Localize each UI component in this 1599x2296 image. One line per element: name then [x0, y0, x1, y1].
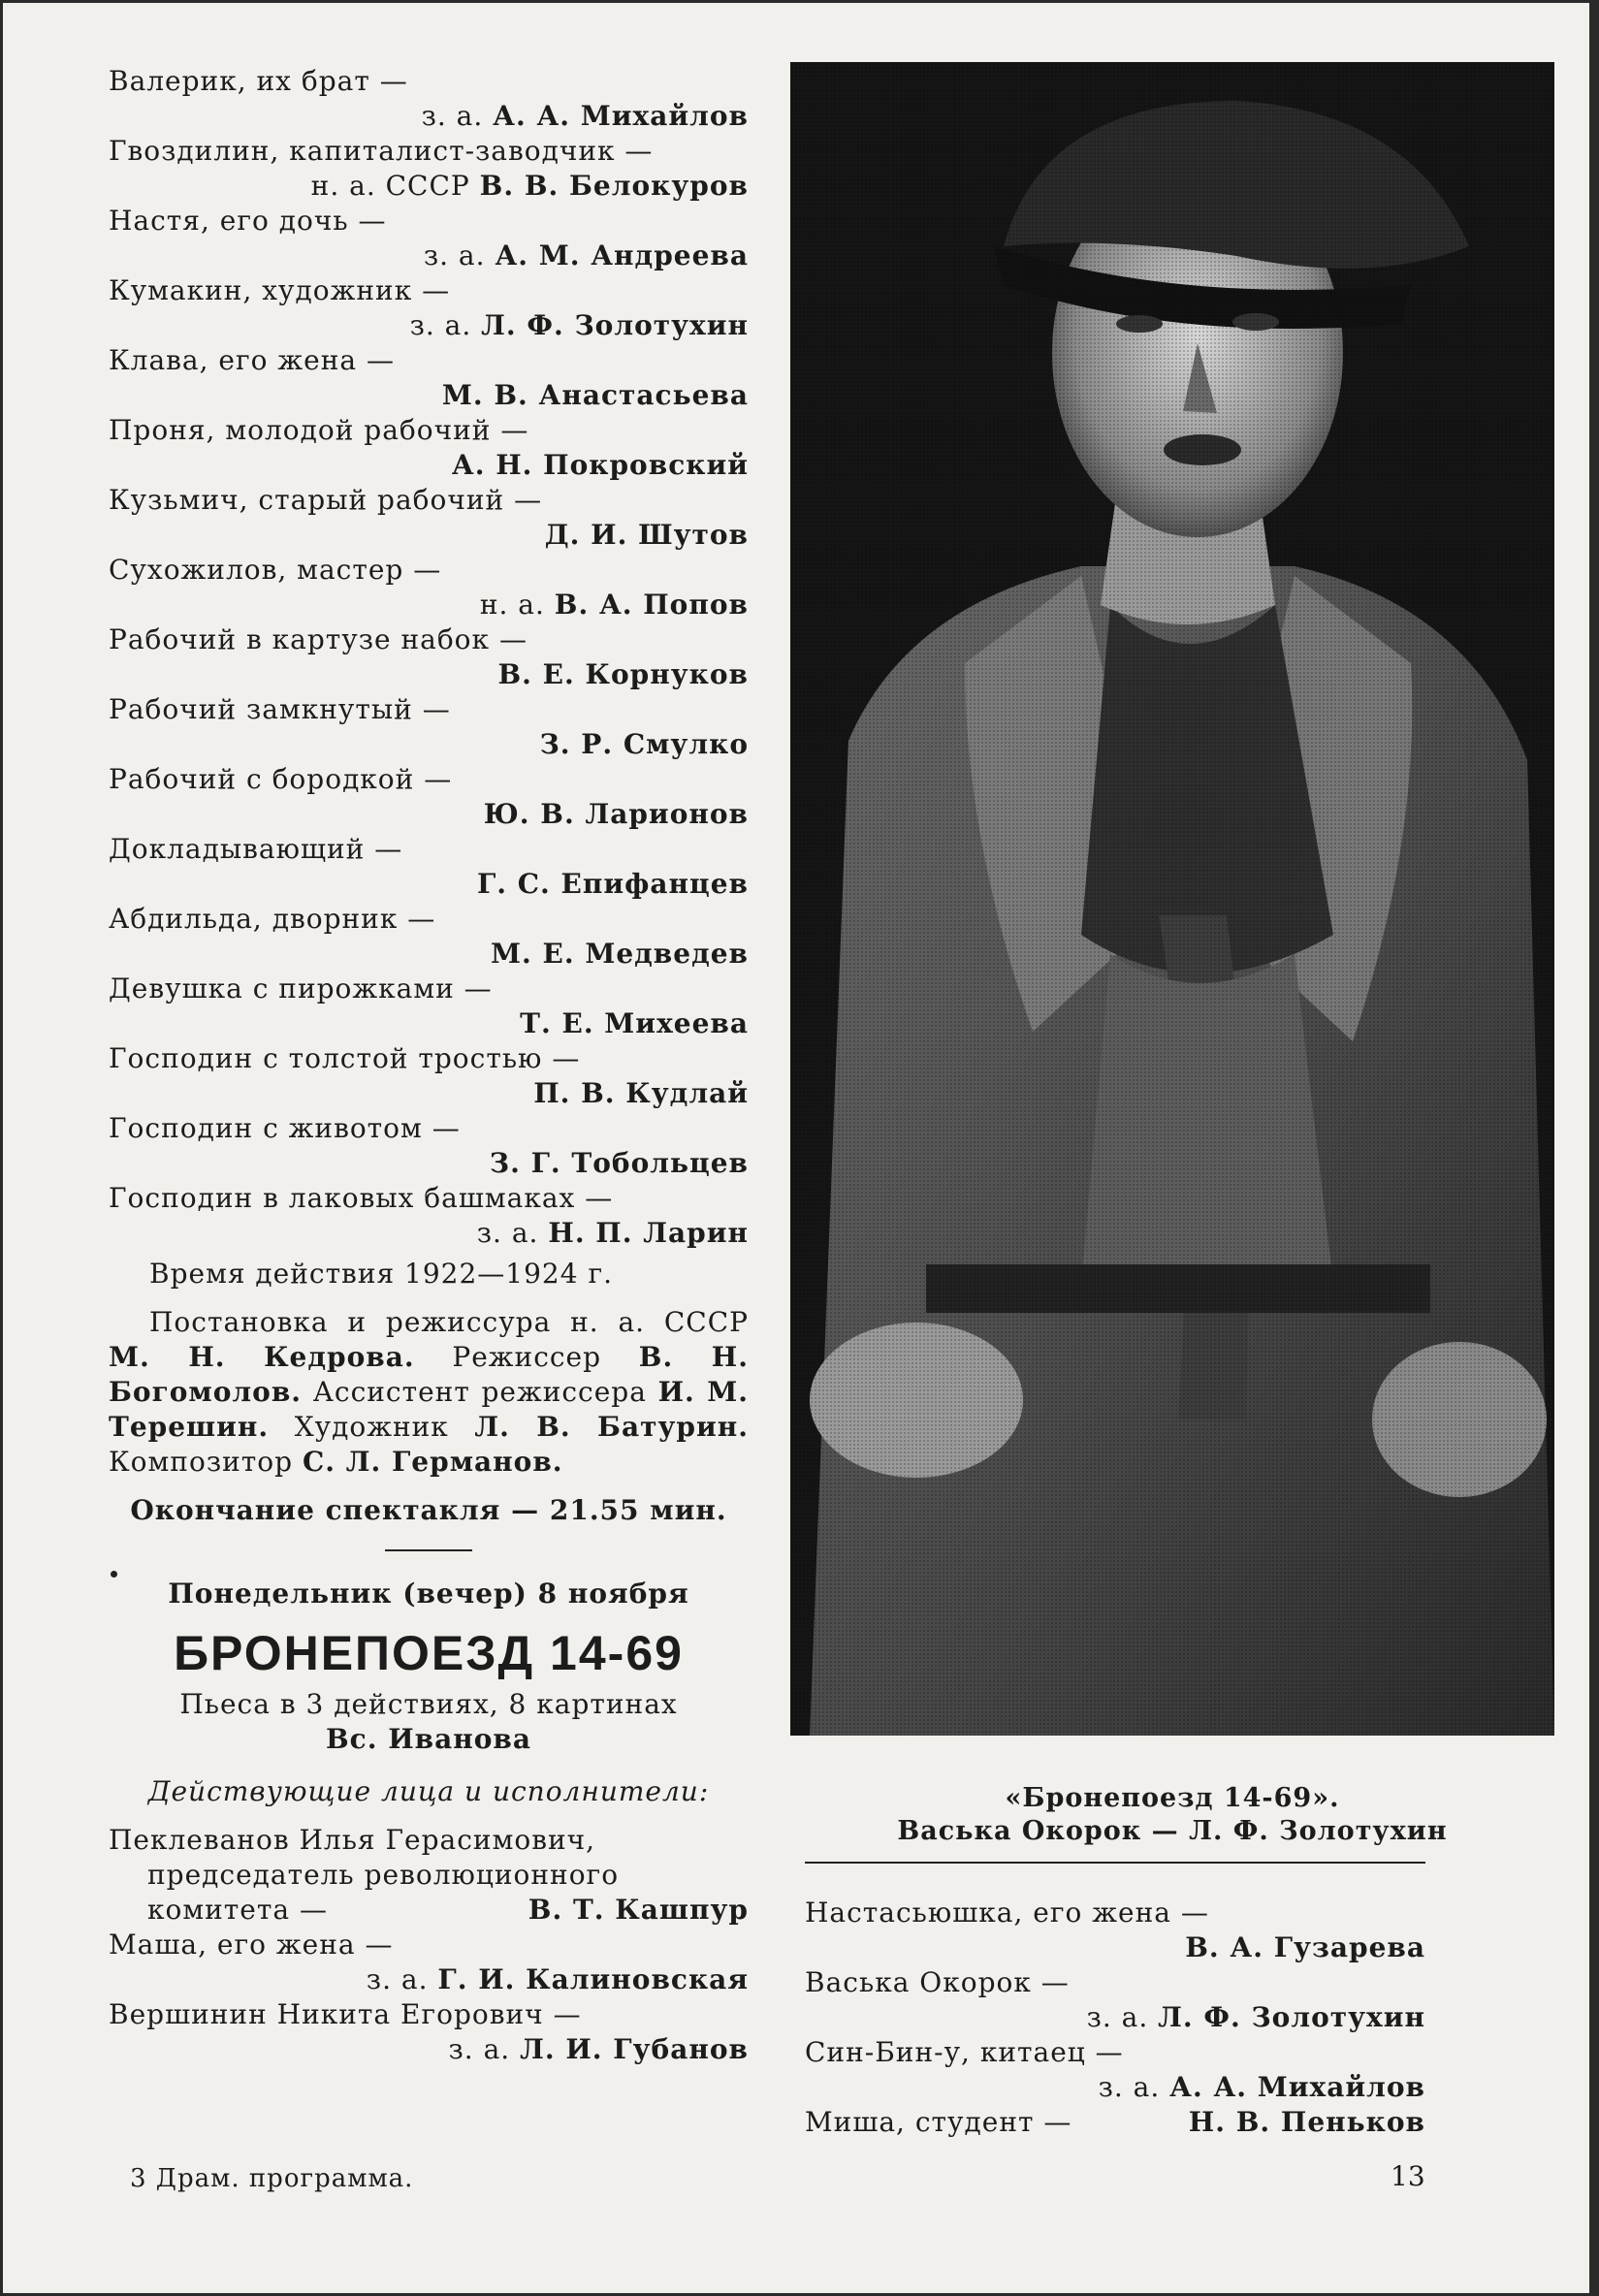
cast-actor-line — [109, 937, 749, 972]
cast-actor-line — [109, 657, 749, 692]
cast-role: Проня, молодой рабочий — — [109, 414, 529, 446]
actor-title: з. а. — [409, 309, 472, 341]
cast-actor: Н. В. Пеньков — [1188, 2106, 1425, 2138]
actor-title: з. а. — [423, 239, 486, 271]
cast-actor: В. А. Гузарева — [1185, 1931, 1425, 1963]
production-credits: Постановка и режиссура н. а. СССР М. Н. Кедрова. Режиссер В. Н. Богомолов. Ассистент режиссера И. М. Терешин. Художник Л. В. Батурин. Композитор С. Л. Германов. — [109, 1306, 749, 1478]
cast-actor-line — [109, 1076, 749, 1111]
cast-role: Девушка с пирожками — — [109, 973, 493, 1004]
time-of-action: Время действия 1922—1924 г. — [149, 1258, 614, 1290]
cast-role: Миша, студент — — [805, 2106, 1072, 2138]
cast-actor: В. Т. Кашпур — [528, 1894, 749, 1926]
cast-role: Господин в лаковых башмаках — — [109, 1182, 614, 1214]
cast-role: Докладывающий — — [109, 833, 403, 865]
cast-actor-line — [109, 518, 749, 553]
cast-actor: Л. Ф. Золотухин — [1158, 2001, 1425, 2033]
cast-role: Кузьмич, старый рабочий — — [109, 484, 543, 516]
cast-list-bottom-left — [109, 1823, 749, 2067]
footer-signature: 3 Драм. программа. — [130, 2164, 414, 2193]
left-column — [109, 64, 749, 2067]
cast-actor: З. Г. Тобольцев — [489, 1147, 749, 1179]
cast-actor-line — [109, 99, 749, 134]
cast-actor-line — [109, 308, 749, 343]
caption-credit: Васька Окорок — Л. Ф. Золотухин — [897, 1816, 1448, 1846]
cast-actor-line: з. а. Г. И. Калиновская — [366, 1963, 749, 1995]
cast-actor-line — [109, 239, 749, 273]
cast-actor: П. В. Кудлай — [533, 1077, 749, 1109]
divider — [385, 1549, 472, 1551]
cast-role: комитета — — [147, 1894, 328, 1926]
cast-actor-line: з. а. Л. И. Губанов — [448, 2033, 749, 2065]
cast-role: Настасьюшка, его жена — — [805, 1897, 1209, 1929]
cast-actor: Н. П. Ларин — [548, 1217, 749, 1249]
cast-actor: Т. Е. Михеева — [520, 1007, 749, 1039]
cast-role: Васька Окорок — — [805, 1966, 1070, 1998]
cast-role: председатель революционного — [147, 1859, 620, 1891]
cast-actor: В. Е. Корнуков — [497, 658, 749, 690]
cast-actor: М. В. Анастасьева — [441, 379, 749, 411]
actor-title: н. а. СССР — [310, 170, 470, 202]
cast-entry — [109, 1893, 749, 1928]
right-column — [805, 1896, 1425, 2140]
cast-role: Рабочий замкнутый — — [109, 693, 451, 725]
cast-role: Вершинин Никита Егорович — — [109, 1998, 582, 2030]
cast-actor-line — [109, 378, 749, 413]
cast-role: Гвоздилин, капиталист-заводчик — — [109, 135, 654, 167]
actor-title: з. а. — [421, 100, 484, 132]
cast-entry — [805, 2105, 1425, 2140]
cast-actor-line — [109, 588, 749, 622]
cast-list-right — [805, 1896, 1425, 2105]
cast-actor: Д. И. Шутов — [544, 519, 749, 551]
caption-title: «Бронепоезд 14-69». — [1005, 1783, 1340, 1813]
cast-actor: М. Е. Медведев — [491, 938, 749, 970]
play-subtitle: Пьеса в 3 действиях, 8 картинах — [179, 1688, 678, 1720]
cast-actor-line — [109, 169, 749, 204]
play-title: БРОНЕПОЕЗД 14-69 — [174, 1626, 684, 1680]
cast-actor-line — [109, 1006, 749, 1041]
actor-title: з. а. — [476, 1217, 539, 1249]
cast-actor-line — [109, 448, 749, 483]
actor-title: н. а. — [479, 589, 545, 621]
cast-actor: А. М. Андреева — [495, 239, 749, 271]
bullet-mark — [111, 1571, 117, 1578]
cast-role: Настя, его дочь — — [109, 205, 387, 237]
cast-actor: З. Р. Смулко — [539, 728, 749, 760]
cast-actor: А. А. Михайлов — [493, 100, 749, 132]
cast-role: Господин с животом — — [109, 1112, 461, 1144]
cast-role: Клава, его жена — — [109, 344, 395, 376]
cast-role: Рабочий с бородкой — — [109, 763, 453, 795]
cast-actor: Ю. В. Ларионов — [483, 798, 749, 830]
cast-role: Абдильда, дворник — — [109, 903, 436, 935]
cast-actor: А. Н. Покровский — [451, 449, 749, 481]
cast-role: Сухожилов, мастер — — [109, 554, 442, 586]
cast-actor-line — [109, 797, 749, 832]
cast-role: Кумакин, художник — — [109, 274, 451, 306]
page-number: 13 — [1391, 2160, 1425, 2192]
cast-actor-line — [805, 1930, 1425, 1965]
photo-caption — [790, 1782, 1554, 1848]
cast-actor-line — [109, 1216, 749, 1251]
ending-time: Окончание спектакля — 21.55 мин. — [130, 1494, 727, 1526]
actor-title: з. а. — [1086, 2001, 1149, 2033]
cast-actor: Г. С. Епифанцев — [476, 868, 749, 900]
cast-actor: В. В. Белокуров — [479, 170, 749, 202]
cast-role: Син-Бин-у, китаец — — [805, 2036, 1124, 2068]
cast-list-top — [109, 64, 749, 1251]
actor-photo-illustration — [790, 62, 1554, 1736]
cast-actor: А. А. Михайлов — [1169, 2071, 1425, 2103]
cast-actor-line — [805, 2000, 1425, 2035]
cast-actor-line — [109, 867, 749, 902]
cast-role: Маша, его жена — — [109, 1929, 394, 1961]
caption-divider — [805, 1862, 1425, 1864]
cast-actor-line — [109, 1146, 749, 1181]
cast-actor: В. А. Попов — [554, 589, 749, 621]
actor-title: з. а. — [1098, 2071, 1161, 2103]
cast-role: Пеклеванов Илья Герасимович, — [109, 1824, 596, 1856]
cast-role: Валерик, их брат — — [109, 65, 408, 97]
cast-role: Рабочий в картузе набок — — [109, 623, 528, 655]
cast-actor-line — [109, 727, 749, 762]
cast-actor-line — [805, 2070, 1425, 2105]
cast-role: Господин с толстой тростью — — [109, 1042, 581, 1074]
cast-heading: Действующие лица и исполнители: — [147, 1775, 710, 1807]
performance-date: Понедельник (вечер) 8 ноября — [168, 1578, 689, 1610]
production-photo — [790, 62, 1554, 1736]
cast-actor: Л. Ф. Золотухин — [481, 309, 749, 341]
play-author: Вс. Иванова — [325, 1723, 532, 1755]
